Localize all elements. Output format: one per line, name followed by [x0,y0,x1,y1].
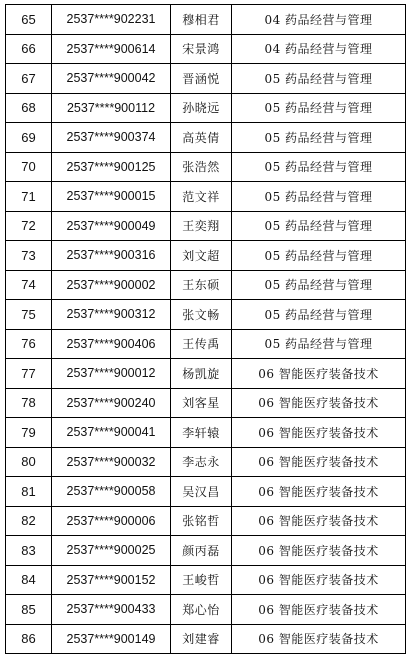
major-cell: 05 药品经营与管理 [232,270,406,300]
student-name-cell: 吴汉昌 [171,477,232,507]
id-number-cell: 2537****900112 [52,93,171,123]
id-number-cell: 2537****900406 [52,329,171,359]
row-number-cell: 80 [6,447,52,477]
major-cell: 05 药品经营与管理 [232,241,406,271]
row-number-cell: 78 [6,388,52,418]
student-name-cell: 晋涵悦 [171,64,232,94]
id-number-cell: 2537****900433 [52,595,171,625]
table-row [6,565,406,595]
major-cell: 06 智能医疗装备技术 [232,447,406,477]
student-name-cell: 高英倩 [171,123,232,153]
table-row [6,5,406,35]
student-name-cell: 张铭哲 [171,506,232,536]
table-row [6,418,406,448]
student-name-cell: 范文祥 [171,182,232,212]
roster-table-body [6,5,406,654]
student-name-cell: 李志永 [171,447,232,477]
student-name-cell: 颜丙磊 [171,536,232,566]
major-cell: 05 药品经营与管理 [232,152,406,182]
student-name-cell: 王东硕 [171,270,232,300]
id-number-cell: 2537****900374 [52,123,171,153]
student-name-cell: 王传禹 [171,329,232,359]
major-cell: 05 药品经营与管理 [232,182,406,212]
student-name-cell: 孙晓远 [171,93,232,123]
id-number-cell: 2537****900312 [52,300,171,330]
table-row [6,34,406,64]
student-name-cell: 张浩然 [171,152,232,182]
id-number-cell: 2537****900015 [52,182,171,212]
id-number-cell: 2537****900032 [52,447,171,477]
roster-table [5,4,406,654]
major-cell: 06 智能医疗装备技术 [232,624,406,654]
id-number-cell: 2537****900002 [52,270,171,300]
row-number-cell: 79 [6,418,52,448]
table-row [6,270,406,300]
table-row [6,506,406,536]
row-number-cell: 83 [6,536,52,566]
table-row [6,359,406,389]
id-number-cell: 2537****900149 [52,624,171,654]
major-cell: 05 药品经营与管理 [232,123,406,153]
row-number-cell: 68 [6,93,52,123]
row-number-cell: 67 [6,64,52,94]
id-number-cell: 2537****900316 [52,241,171,271]
table-row [6,241,406,271]
table-row [6,300,406,330]
major-cell: 06 智能医疗装备技术 [232,388,406,418]
row-number-cell: 72 [6,211,52,241]
row-number-cell: 85 [6,595,52,625]
major-cell: 06 智能医疗装备技术 [232,565,406,595]
student-name-cell: 刘客星 [171,388,232,418]
id-number-cell: 2537****900152 [52,565,171,595]
major-cell: 05 药品经营与管理 [232,329,406,359]
id-number-cell: 2537****900025 [52,536,171,566]
major-cell: 06 智能医疗装备技术 [232,418,406,448]
table-row [6,447,406,477]
id-number-cell: 2537****900042 [52,64,171,94]
row-number-cell: 75 [6,300,52,330]
major-cell: 06 智能医疗装备技术 [232,477,406,507]
table-row [6,477,406,507]
major-cell: 06 智能医疗装备技术 [232,595,406,625]
id-number-cell: 2537****900058 [52,477,171,507]
id-number-cell: 2537****900006 [52,506,171,536]
table-row [6,624,406,654]
student-name-cell: 宋景鸿 [171,34,232,64]
major-cell: 06 智能医疗装备技术 [232,506,406,536]
student-name-cell: 李轩辕 [171,418,232,448]
id-number-cell: 2537****900614 [52,34,171,64]
id-number-cell: 2537****900125 [52,152,171,182]
row-number-cell: 65 [6,5,52,35]
row-number-cell: 73 [6,241,52,271]
row-number-cell: 74 [6,270,52,300]
row-number-cell: 84 [6,565,52,595]
row-number-cell: 86 [6,624,52,654]
student-name-cell: 刘建睿 [171,624,232,654]
table-row [6,595,406,625]
table-row [6,388,406,418]
student-name-cell: 王峻哲 [171,565,232,595]
id-number-cell: 2537****900240 [52,388,171,418]
table-row [6,329,406,359]
row-number-cell: 81 [6,477,52,507]
student-name-cell: 杨凯旋 [171,359,232,389]
major-cell: 06 智能医疗装备技术 [232,359,406,389]
table-row [6,152,406,182]
student-name-cell: 王奕翔 [171,211,232,241]
student-name-cell: 刘文超 [171,241,232,271]
student-name-cell: 郑心怡 [171,595,232,625]
table-row [6,211,406,241]
major-cell: 04 药品经营与管理 [232,5,406,35]
row-number-cell: 82 [6,506,52,536]
major-cell: 05 药品经营与管理 [232,300,406,330]
row-number-cell: 66 [6,34,52,64]
id-number-cell: 2537****902231 [52,5,171,35]
student-name-cell: 张文畅 [171,300,232,330]
id-number-cell: 2537****900049 [52,211,171,241]
major-cell: 05 药品经营与管理 [232,211,406,241]
major-cell: 05 药品经营与管理 [232,93,406,123]
row-number-cell: 69 [6,123,52,153]
table-row [6,93,406,123]
table-row [6,123,406,153]
table-row [6,536,406,566]
row-number-cell: 70 [6,152,52,182]
major-cell: 05 药品经营与管理 [232,64,406,94]
major-cell: 06 智能医疗装备技术 [232,536,406,566]
id-number-cell: 2537****900012 [52,359,171,389]
row-number-cell: 71 [6,182,52,212]
table-row [6,182,406,212]
id-number-cell: 2537****900041 [52,418,171,448]
student-name-cell: 穆相君 [171,5,232,35]
row-number-cell: 76 [6,329,52,359]
major-cell: 04 药品经营与管理 [232,34,406,64]
row-number-cell: 77 [6,359,52,389]
table-row [6,64,406,94]
